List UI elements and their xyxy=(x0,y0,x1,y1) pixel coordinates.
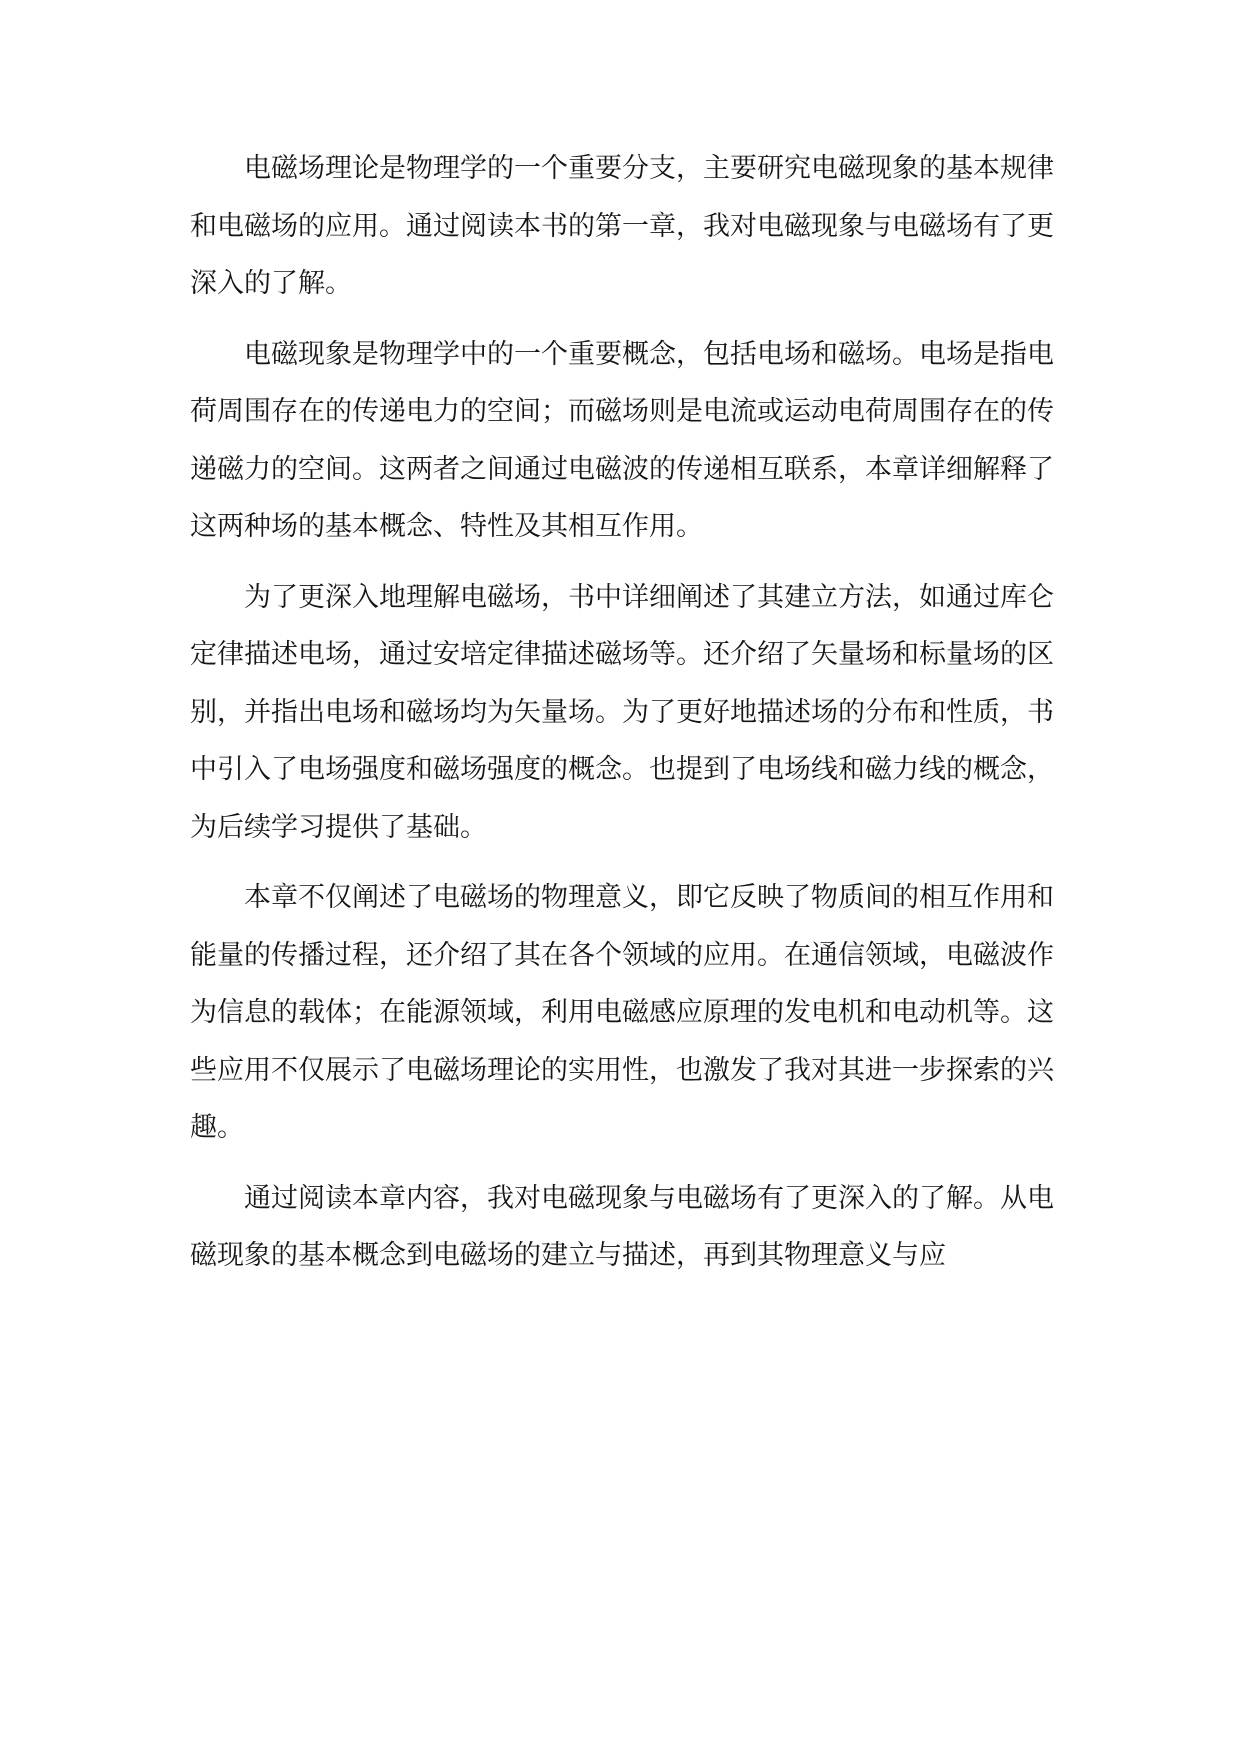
paragraph-field-establishment: 为了更深入地理解电磁场，书中详细阐述了其建立方法，如通过库仑定律描述电场，通过安培定律描述磁场等。还介绍了矢量场和标量场的区别，并指出电场和磁场均为矢量场。为了更好地描述场的分布和性质，书中引入了电场强度和磁场强度的概念。也提到了电场线和磁力线的概念，为后续学习提供了基础。 xyxy=(190,581,1054,843)
document-body xyxy=(190,140,1054,1298)
paragraph-electromagnetic-phenomena: 电磁现象是物理学中的一个重要概念，包括电场和磁场。电场是指电荷周围存在的传递电力的空间；而磁场则是电流或运动电荷周围存在的传递磁力的空间。这两者之间通过电磁波的传递相互联系，本章详细解释了这两种场的基本概念、特性及其相互作用。 xyxy=(190,338,1054,542)
paragraph-conclusion: 通过阅读本章内容，我对电磁现象与电磁场有了更深入的了解。从电磁现象的基本概念到电磁场的建立与描述，再到其物理意义与应 xyxy=(190,1182,1054,1271)
paragraph-intro: 电磁场理论是物理学的一个重要分支，主要研究电磁现象的基本规律和电磁场的应用。通过阅读本书的第一章，我对电磁现象与电磁场有了更深入的了解。 xyxy=(190,153,1054,299)
paragraph-physical-meaning: 本章不仅阐述了电磁场的物理意义，即它反映了物质间的相互作用和能量的传播过程，还介绍了其在各个领域的应用。在通信领域，电磁波作为信息的载体；在能源领域，利用电磁感应原理的发电机和电动机等。这些应用不仅展示了电磁场理论的实用性，也激发了我对其进一步探索的兴趣。 xyxy=(190,882,1054,1143)
